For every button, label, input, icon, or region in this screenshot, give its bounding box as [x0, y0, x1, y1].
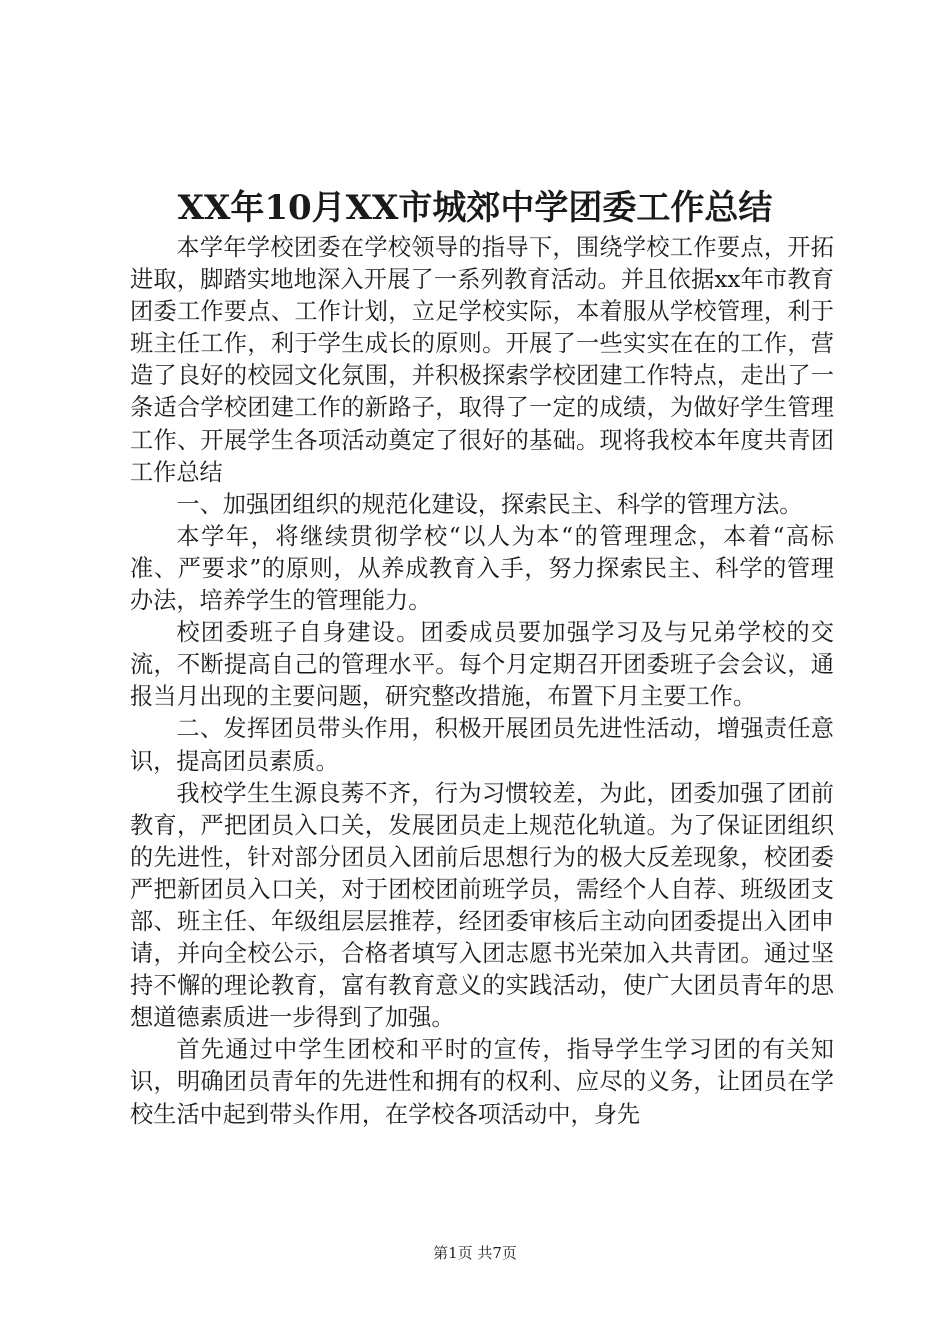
section-heading: 二、发挥团员带头作用，积极开展团员先进性活动，增强责任意识，提高团员素质。 [130, 715, 834, 775]
document-body [130, 232, 834, 1131]
paragraph: 首先通过中学生团校和平时的宣传，指导学生学习团的有关知识，明确团员青年的先进性和拥有的权利、应尽的义务，让团员在学校生活中起到带头作用，在学校各项活动中，身先 [130, 1036, 834, 1128]
paragraph: 本学年学校团委在学校领导的指导下，围绕学校工作要点，开拓进取，脚踏实地地深入开展了一系列教育活动。并且依据xx年市教育团委工作要点、工作计划，立足学校实际，本着服从学校管理，利于班主任工作，利于学生成长的原则。开展了一些实实在在的工作，营造了良好的校园文化氛围，并积极探索学校团建工作特点，走出了一条适合学校团建工作的新路子，取得了一定的成绩，为做好学生管理工作、开展学生各项活动奠定了很好的基础。现将我校本年度共青团工作总结 [130, 234, 834, 486]
paragraph: 校团委班子自身建设。团委成员要加强学习及与兄弟学校的交流，不断提高自己的管理水平。每个月定期召开团委班子会会议，通报当月出现的主要问题，研究整改措施，布置下月主要工作。 [130, 619, 834, 711]
paragraph: 本学年，将继续贯彻学校“以人为本“的管理理念，本着“高标准、严要求”的原则，从养成教育入手，努力探索民主、科学的管理办法，培养学生的管理能力。 [130, 522, 834, 615]
document-title: XX年10月XX市城郊中学团委工作总结 [177, 188, 773, 228]
section-heading: 一、加强团组织的规范化建设，探索民主、科学的管理方法。 [176, 490, 803, 518]
page-number-footer: 第1页 共7页 [433, 1244, 517, 1262]
paragraph: 我校学生生源良莠不齐，行为习惯较差，为此，团委加强了团前教育，严把团员入口关，发展团员走上规范化轨道。为了保证团组织的先进性，针对部分团员入团前后思想行为的极大反差现象，校团委严把新团员入口关，对于团校团前班学员，需经个人自荐、班级团支部、班主任、年级组层层推荐，经团委审核后主动向团委提出入团申请，并向全校公示，合格者填写入团志愿书光荣加入共青团。通过坚持不懈的理论教育，富有教育意义的实践活动，使广大团员青年的思想道德素质进一步得到了加强。 [130, 779, 834, 1032]
